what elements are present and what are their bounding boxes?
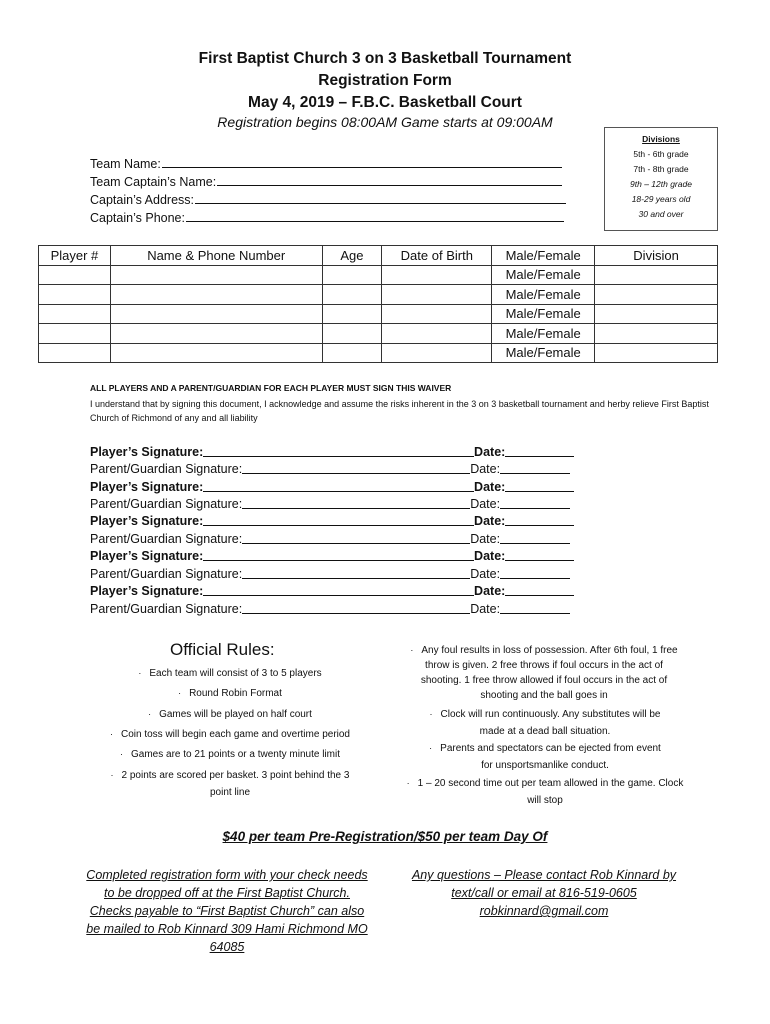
rule-left: · Round Robin Format (178, 688, 282, 699)
gender-cell[interactable]: Male/Female (492, 324, 595, 344)
player-signature-label: Player’s Signature: (90, 549, 204, 563)
parent-signature-line[interactable] (90, 532, 574, 546)
team-name-field[interactable] (90, 157, 562, 171)
title-line-3: May 4, 2019 – F.B.C. Basketball Court (248, 94, 522, 111)
captain-address-field[interactable] (90, 193, 566, 207)
header-age: Age (322, 246, 382, 266)
player-signature-line[interactable]: Player’s Signature : Date: (90, 445, 574, 459)
player-signature-line[interactable] (90, 584, 574, 598)
divisions-heading: Divisions (642, 134, 680, 144)
division-row: 7th - 8th grade (633, 164, 689, 174)
table-row[interactable] (39, 265, 718, 285)
rule-right: · Any foul results in loss of possession. After 6th foul, 1 free throw is given. 2 free throws if foul occurs in the act of shooting. 1 free throw allowed if foul occurs in the act of shooting and the ball goes in (410, 645, 678, 701)
date-label: Date: (470, 602, 501, 616)
date-label: Date: (474, 584, 506, 598)
rule-left: · Coin toss will begin each game and overtime period (109, 729, 350, 740)
captain-address-label: Captain’s Address: (90, 193, 194, 207)
table-row[interactable] (39, 304, 718, 324)
gender-cell[interactable]: Male/Female (492, 304, 595, 324)
division-row: 9th – 12th grade (630, 179, 692, 189)
parent-signature-label: Parent/Guardian Signature: (90, 602, 243, 616)
division-row: 30 and over (638, 209, 684, 219)
table-row[interactable] (39, 324, 718, 344)
rule-right: · Clock will run continuously. Any substitutes will be made at a dead ball situation. (429, 709, 661, 737)
registration-fee: $40 per team Pre-Registration/$50 per team Day Of (222, 829, 548, 844)
date-label: Date: (474, 445, 506, 459)
parent-signature-label: Parent/Guardian Signature: (90, 532, 243, 546)
captain-phone-field[interactable] (90, 211, 564, 225)
parent-signature-label: Parent/Guardian Signature: (90, 567, 243, 581)
header-player-number: Player # (39, 246, 111, 266)
parent-signature-line[interactable] (90, 497, 574, 511)
player-signature-line[interactable] (90, 549, 574, 563)
player-registration-table (38, 245, 718, 363)
division-row: 5th - 6th grade (633, 149, 689, 159)
gender-cell[interactable]: Male/Female (492, 265, 595, 285)
gender-cell[interactable]: Male/Female (492, 343, 595, 363)
rule-left: · 2 points are scored per basket. 3 point behind the 3 point line (110, 770, 350, 798)
rule-right: · Parents and spectators can be ejected from event for unsportsmanlike conduct. (429, 743, 661, 771)
player-signature-line[interactable] (90, 514, 574, 528)
rule-left: · Games are to 21 points or a twenty minute limit (120, 749, 340, 760)
title-line-2: Registration Form (318, 72, 452, 89)
team-name-label: Team Name: (90, 157, 161, 171)
player-signature-label: Player’s Signature: (90, 584, 204, 598)
waiver-text: I understand that by signing this document, I acknowledge and assume the risks inherent in the 3 on 3 basketball tournament and herby relieve First Baptist Church of Richmond of any and all liability (90, 399, 709, 423)
parent-signature-label: Parent/Guardian Signature: (90, 462, 243, 476)
header-name-phone: Name & Phone Number (110, 246, 322, 266)
mailing-instructions: Completed registration form with your check needs to be dropped off at the First Baptist Church. Checks payable to “First Baptist Church” can also be mailed to Rob Kinnard 309 Hami Richmond MO 64085 (86, 868, 368, 954)
date-label: Date: (470, 532, 501, 546)
table-header-row (39, 246, 718, 266)
header-division: Division (595, 246, 718, 266)
date-label: Date: (474, 514, 506, 528)
gender-cell[interactable]: Male/Female (492, 285, 595, 305)
date-label: Date: (470, 462, 501, 476)
parent-signature-line[interactable] (90, 567, 574, 581)
header-date-of-birth: Date of Birth (382, 246, 492, 266)
title-line-1: First Baptist Church 3 on 3 Basketball Tournament (198, 50, 572, 67)
captain-name-label: Team Captain’s Name: (90, 175, 217, 189)
date-label: Date: (474, 480, 506, 494)
date-label: Date: (470, 497, 501, 511)
player-signature-label: Player’s Signature (90, 480, 200, 494)
player-signature-line[interactable]: Player’s Signature : Date: (90, 480, 574, 494)
official-rules-title: Official Rules: (170, 640, 275, 659)
division-row: 18-29 years old (631, 194, 691, 204)
date-label: Date: (470, 567, 501, 581)
captain-name-field[interactable] (90, 175, 562, 189)
contact-info: Any questions – Please contact Rob Kinnard by text/call or email at 816-519-0605 robkinnard@gmail.com (411, 868, 677, 918)
header-male-female: Male/Female (492, 246, 595, 266)
rule-left: · Each team will consist of 3 to 5 players (138, 668, 322, 679)
table-row[interactable] (39, 343, 718, 363)
parent-signature-label: Parent/Guardian Signature: (90, 497, 243, 511)
parent-signature-line[interactable] (90, 602, 574, 616)
date-label: Date: (474, 549, 506, 563)
parent-signature-line[interactable] (90, 462, 574, 476)
rule-left: · Games will be played on half court (148, 709, 312, 720)
registration-times: Registration begins 08:00AM Game starts at 09:00AM (217, 114, 553, 130)
captain-phone-label: Captain’s Phone: (90, 211, 185, 225)
table-row[interactable] (39, 285, 718, 305)
player-signature-label: Player’s Signature (90, 445, 200, 459)
waiver-heading: ALL PLAYERS AND A PARENT/GUARDIAN FOR EACH PLAYER MUST SIGN THIS WAIVER (90, 383, 452, 393)
divisions-box (604, 127, 718, 231)
player-signature-label: Player’s Signature: (90, 514, 204, 528)
rule-right: · 1 – 20 second time out per team allowed in the game. Clock will stop (406, 778, 684, 806)
